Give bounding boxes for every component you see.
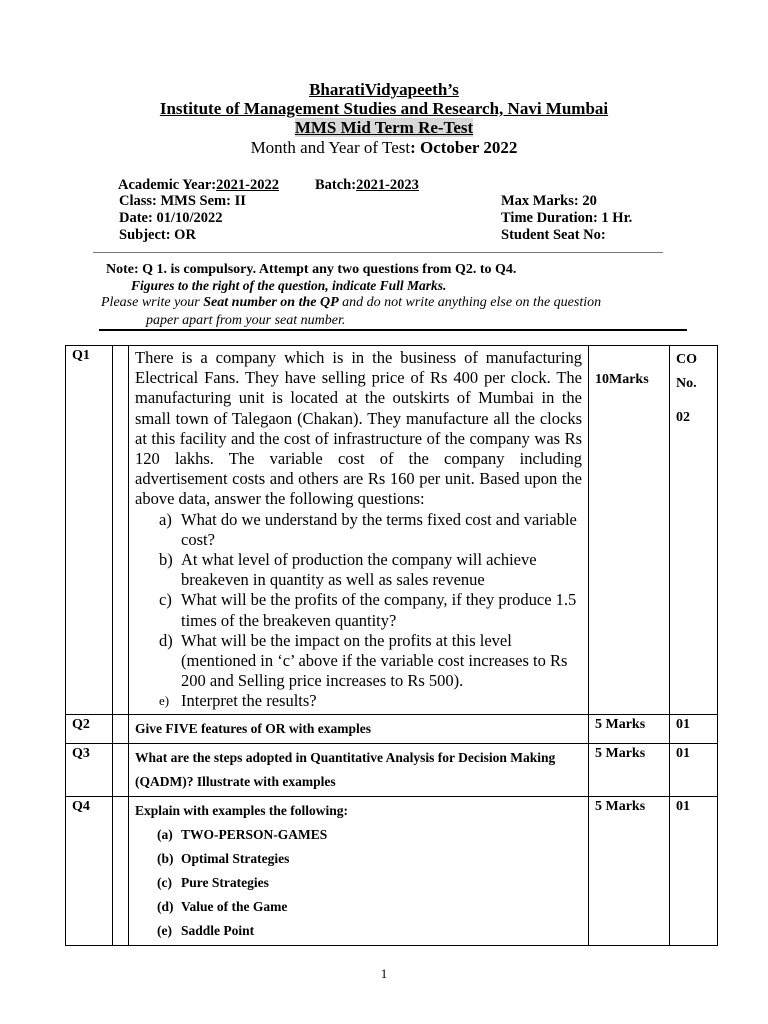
note-line-3-post: and do not write anything else on the question <box>338 295 602 310</box>
blank-cell <box>113 796 129 945</box>
co-cell: 01 <box>670 714 718 743</box>
batch-value: 2021-2023 <box>356 177 419 193</box>
academic-year-value: 2021-2022 <box>216 177 279 193</box>
question-row-q1 <box>66 346 718 715</box>
q1-text: There is a company which is in the business of manufacturing Electrical Fans. They have selling price of Rs 400 per clock. The manufacturing unit is located at the outskirts of Mumbai in the small town of Talegaon (Chakan). They manufacture all the clocks at this facility and the cost of infrastructure of the company was Rs 120 lakhs. The variable cost of the company including advertisement costs and others are Rs 160 per unit. Based upon the above data, answer the following questions: <box>135 348 582 509</box>
academic-year <box>118 177 279 194</box>
month-year-value: : October 2022 <box>410 138 518 157</box>
co-value: 02 <box>676 410 690 425</box>
part-label: c) <box>159 590 172 610</box>
meta-divider <box>93 252 663 253</box>
part-label: (b) <box>157 850 174 866</box>
question-row-q4 <box>66 796 718 945</box>
note-line-1: Note: Q 1. is compulsory. Attempt any two questions from Q2. to Q4. <box>106 262 517 277</box>
question-text-cell: What are the steps adopted in Quantitative Analysis for Decision Making (QADM)? Illustrate with examples <box>129 743 589 796</box>
part-text: At what level of production the company will achieve breakeven in quantity as well as sales revenue <box>181 550 537 590</box>
part-label: a) <box>159 509 172 529</box>
question-number: Q2 <box>66 714 113 743</box>
q4-part-b <box>157 847 582 871</box>
part-label: (e) <box>157 922 172 938</box>
part-text: Value of the Game <box>181 898 288 914</box>
co-cell: 01 <box>670 796 718 945</box>
part-label: d) <box>159 630 173 650</box>
page-number: 1 <box>380 966 388 981</box>
question-text-cell: Give FIVE features of OR with examples <box>129 714 589 743</box>
note-line-2: Figures to the right of the question, indicate Full Marks. <box>131 278 447 293</box>
institution-parent: BharatiVidyapeeth’s <box>309 80 459 99</box>
part-label: (a) <box>157 826 173 842</box>
part-label: (d) <box>157 898 174 914</box>
institution-name: Institute of Management Studies and Research, Navi Mumbai <box>159 99 609 118</box>
co-cell: 01 <box>670 743 718 796</box>
part-text: Interpret the results? <box>181 691 317 711</box>
subject: Subject: OR <box>119 227 196 243</box>
marks-cell: 5 Marks <box>589 743 670 796</box>
part-label: b) <box>159 550 173 570</box>
blank-cell <box>113 743 129 796</box>
note-line-4: paper apart from your seat number. <box>146 313 346 328</box>
part-label: e) <box>159 693 170 709</box>
question-number: Q4 <box>66 796 113 945</box>
question-text-cell <box>129 346 589 715</box>
part-label: (c) <box>157 874 172 890</box>
time-duration: Time Duration: 1 Hr. <box>501 210 633 226</box>
max-marks: Max Marks: 20 <box>501 193 597 209</box>
co-cell <box>670 346 718 715</box>
marks-cell: 10Marks <box>589 346 670 715</box>
batch <box>315 177 419 194</box>
question-row-q2 <box>66 714 718 743</box>
blank-cell <box>113 346 129 715</box>
marks-cell: 5 Marks <box>589 796 670 945</box>
blank-cell <box>113 714 129 743</box>
q4-parts <box>157 823 582 943</box>
exam-name-text: MMS Mid Term Re-Test <box>294 118 474 137</box>
part-text: What do we understand by the terms fixed cost and variable cost? <box>181 509 577 549</box>
question-row-q3 <box>66 743 718 796</box>
part-text: What will be the impact on the profits at this level (mentioned in ‘c’ above if the variable cost increases to Rs 200 and Selling price increases to Rs 500). <box>181 630 568 691</box>
questions-table <box>65 345 718 946</box>
q4-part-c <box>157 871 582 895</box>
note-line-3-bold: Seat number on the QP <box>203 295 339 310</box>
batch-label: Batch: <box>315 177 357 193</box>
q4-part-e <box>157 919 582 943</box>
part-text: TWO-PERSON-GAMES <box>181 826 328 842</box>
class-sem: Class: MMS Sem: II <box>119 193 246 209</box>
q1-part-c <box>135 590 582 630</box>
academic-year-label: Academic Year: <box>118 177 217 193</box>
marks-cell: 5 Marks <box>589 714 670 743</box>
co-label: CO <box>676 352 697 367</box>
q4-part-d <box>157 895 582 919</box>
co-no-label: No. <box>676 376 697 391</box>
part-text: Pure Strategies <box>181 874 269 890</box>
part-text: Optimal Strategies <box>181 850 290 866</box>
notes-divider <box>99 329 687 331</box>
q1-part-a <box>135 510 582 550</box>
q4-part-a <box>157 823 582 847</box>
month-year-label: Month and Year of Test <box>250 138 411 157</box>
q1-part-d <box>135 631 582 692</box>
question-text-cell <box>129 796 589 945</box>
month-year <box>0 138 768 158</box>
part-text: Saddle Point <box>181 922 255 938</box>
question-number: Q3 <box>66 743 113 796</box>
q1-part-b <box>135 550 582 590</box>
exam-name <box>0 118 768 138</box>
note-line-3-pre: Please write your <box>101 295 204 310</box>
note-line-3 <box>101 295 601 311</box>
q4-text: Explain with examples the following: <box>135 802 349 818</box>
q1-part-e <box>135 691 582 711</box>
part-text: What will be the profits of the company, if they produce 1.5 times of the breakeven quantity? <box>181 590 577 630</box>
test-date: Date: 01/10/2022 <box>119 210 223 226</box>
student-seat-no: Student Seat No: <box>501 227 606 243</box>
question-number: Q1 <box>66 346 113 715</box>
q1-parts <box>135 510 582 712</box>
